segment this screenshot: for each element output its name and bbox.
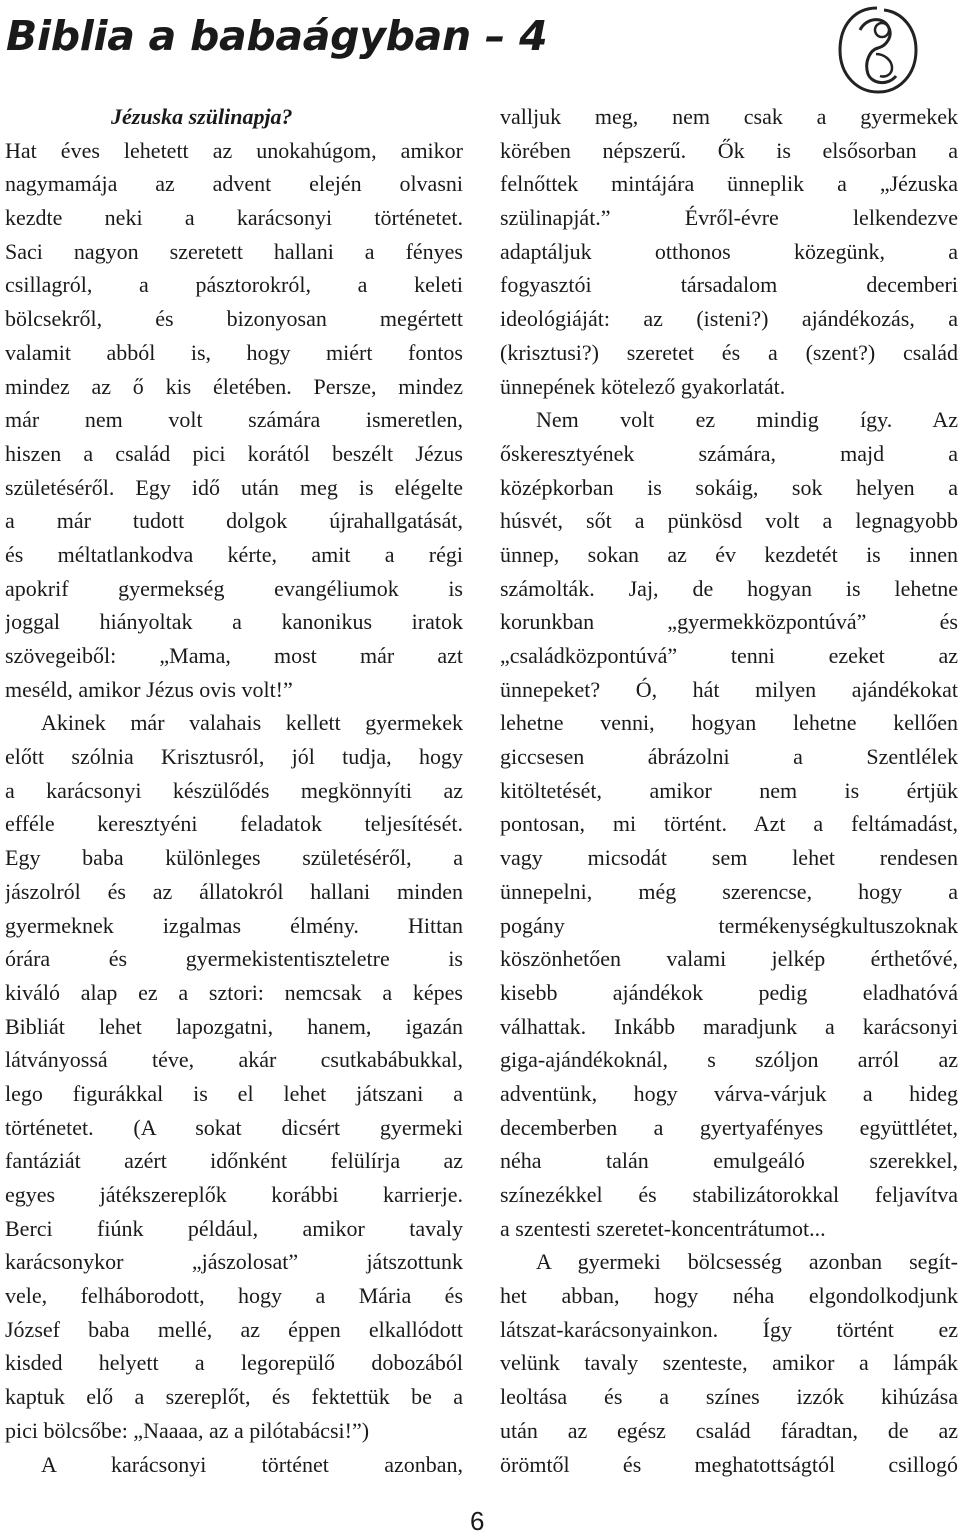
text-line: válhattak. Inkább maradjunk a karácsonyi xyxy=(500,1013,958,1039)
text-line: efféle keresztyéni feladatok teljesítését. xyxy=(5,811,463,837)
text-line: Hat éves lehetett az unokahúgom, amikor xyxy=(5,137,463,163)
text-line: bölcsekről, és bizonyosan megértett xyxy=(5,306,463,332)
text-line: egyes játékszereplők korábbi karrierje. xyxy=(5,1182,463,1207)
text-line: Akinek már valahais kellett gyermekek xyxy=(41,710,463,736)
text-line: vagy micsodát sem lehet rendesen xyxy=(500,845,958,871)
text-line: decemberben a gyertyafényes együttlétet, xyxy=(500,1114,958,1140)
text-line: köszönhetően valami jelkép érthetővé, xyxy=(500,946,958,972)
text-line: kiváló alap ez a sztori: nemcsak a képes xyxy=(5,979,463,1005)
text-line: pogány termékenységkultuszoknak xyxy=(500,912,958,938)
text-line: szövegeiből: „Mama, most már azt xyxy=(5,643,463,668)
text-line: het abban, hogy néha elgondolkodjunk xyxy=(500,1283,958,1309)
text-line: csillagról, a pásztorokról, a keleti xyxy=(5,272,463,298)
text-line: kaptuk elő a szereplőt, és fektettük be a xyxy=(5,1384,463,1410)
header-title: Biblia a babaágyban – 4 xyxy=(6,12,548,60)
text-line: pontosan, mi történt. Azt a feltámadást, xyxy=(500,811,958,837)
text-line: Nem volt ez mindig így. Az xyxy=(536,407,958,433)
text-line: adventünk, hogy várva-várjuk a hideg xyxy=(500,1080,958,1106)
text-line: velünk tavaly szenteste, amikor a lámpák xyxy=(500,1350,958,1376)
text-line: fogyasztói társadalom decemberi xyxy=(500,272,958,298)
text-line: valamit abból is, hogy miért fontos xyxy=(5,339,463,365)
text-line: gyermeknek izgalmas élmény. Hittan xyxy=(5,912,463,938)
text-line: valljuk meg, nem csak a gyermekek xyxy=(500,104,958,129)
text-line: színezékkel és stabilizátorokkal feljavítva xyxy=(500,1182,958,1207)
text-line: előtt szólnia Krisztusról, jól tudja, hogy xyxy=(5,744,463,770)
text-line: vele, felháborodott, hogy a Mária és xyxy=(5,1283,463,1309)
text-line: felnőttek mintájára ünneplik a „Jézuska xyxy=(500,171,958,197)
text-line: giccsesen ábrázolni a Szentlélek xyxy=(500,744,958,770)
text-line: „családközpontúvá” tenni ezeket az xyxy=(500,643,958,668)
text-line: látványossá téve, akár csutkabábukkal, xyxy=(5,1047,463,1073)
text-line: a karácsonyi készülődés megkönnyíti az xyxy=(5,777,463,803)
right-column xyxy=(500,100,958,1481)
text-line: ideológiáját: az (isteni?) ajándékozás, a xyxy=(500,306,958,332)
text-line: körében népszerű. Ők is elsősorban a xyxy=(500,137,958,163)
text-line: szülinapját.” Évről-évre lelkendezve xyxy=(500,205,958,231)
text-line: kezdte neki a karácsonyi történetet. xyxy=(5,205,463,231)
text-line: meséld, amikor Jézus ovis volt!” xyxy=(5,676,293,702)
article-subtitle: Jézuska szülinapja? xyxy=(111,104,293,129)
text-line: órára és gyermekistentiszteletre is xyxy=(5,946,463,972)
text-line: kisebb ajándékok pedig eladhatóvá xyxy=(500,979,958,1005)
left-column xyxy=(5,100,463,1481)
text-line: József baba mellé, az éppen elkallódott xyxy=(5,1316,463,1342)
text-line: ünnepeket? Ó, hát milyen ajándékokat xyxy=(500,676,958,702)
text-line: leoltása és a színes izzók kihúzása xyxy=(500,1384,958,1410)
text-line: nagymamája az advent elején olvasni xyxy=(5,171,463,197)
text-line: pici bölcsőbe: „Naaaa, az a pilótabácsi!”) xyxy=(5,1417,370,1443)
text-line: után az egész család fáradtan, de az xyxy=(500,1417,958,1443)
text-line: ünnepének kötelező gyakorlatát. xyxy=(500,373,786,399)
text-line: mindez az ő kis életében. Persze, mindez xyxy=(5,373,463,399)
text-line: korunkban „gyermekközpontúvá” és xyxy=(500,609,958,635)
text-line: A karácsonyi történet azonban, xyxy=(41,1451,463,1477)
text-line: húsvét, sőt a pünkösd volt a legnagyobb xyxy=(500,508,958,534)
text-line: apokrif gyermekség evangéliumok is xyxy=(5,575,463,601)
text-line: karácsonykor „jászolosat” játszottunk xyxy=(5,1249,463,1275)
text-line: jászolról és az állatokról hallani minden xyxy=(5,878,463,904)
text-line: Berci fiúnk például, amikor tavaly xyxy=(5,1215,463,1241)
text-line: látszat-karácsonyainkon. Így történt ez xyxy=(500,1316,958,1342)
text-line: őskeresztyének számára, majd a xyxy=(500,440,958,466)
text-line: történetet. (A sokat dicsért gyermeki xyxy=(5,1114,463,1140)
text-line: ünnepelni, még szerencse, hogy a xyxy=(500,878,958,904)
page-number: 6 xyxy=(470,1506,485,1536)
text-line: örömtől és meghatottságtól csillogó xyxy=(500,1451,958,1477)
text-line: lehetne venni, hogyan lehetne kellően xyxy=(500,710,958,736)
text-line: számolták. Jaj, de hogyan is lehetne xyxy=(500,575,958,601)
text-line: a szentesti szeretet-koncentrátumot... xyxy=(500,1215,826,1241)
text-line: (krisztusi?) szeretet és a (szent?) család xyxy=(500,339,958,365)
text-line: születéséről. Egy idő után meg is elégelte xyxy=(5,474,463,500)
text-line: már nem volt számára ismeretlen, xyxy=(5,407,463,433)
text-line: ünnep, sokan az év kezdetét is innen xyxy=(500,541,958,567)
text-line: joggal hiányoltak a kanonikus iratok xyxy=(5,609,463,635)
text-line: kisded helyett a legorepülő dobozából xyxy=(5,1350,463,1376)
text-line: és méltatlankodva kérte, amit a régi xyxy=(5,541,463,567)
text-line: a már tudott dolgok újrahallgatását, xyxy=(5,508,463,534)
text-line: fantáziát azért időnként felülírja az xyxy=(5,1148,463,1174)
text-line: lego figurákkal is el lehet játszani a xyxy=(5,1080,463,1106)
text-line: kitöltetését, amikor nem is értjük xyxy=(500,777,958,803)
text-line: hiszen a család pici korától beszélt Jézus xyxy=(5,440,463,466)
text-line: középkorban is sokáig, sok helyen a xyxy=(500,474,958,500)
text-line: néha talán emulgeáló szerekkel, xyxy=(500,1148,958,1174)
text-line: Saci nagyon szeretett hallani a fényes xyxy=(5,238,463,264)
text-line: adaptáljuk otthonos közegünk, a xyxy=(500,238,958,264)
mother-and-child-logo-icon xyxy=(832,2,922,98)
text-line: A gyermeki bölcsesség azonban segít- xyxy=(536,1249,958,1275)
text-line: giga-ajándékoknál, s szóljon arról az xyxy=(500,1047,958,1073)
text-line: Egy baba különleges születéséről, a xyxy=(5,845,463,871)
text-line: Bibliát lehet lapozgatni, hanem, igazán xyxy=(5,1013,463,1039)
